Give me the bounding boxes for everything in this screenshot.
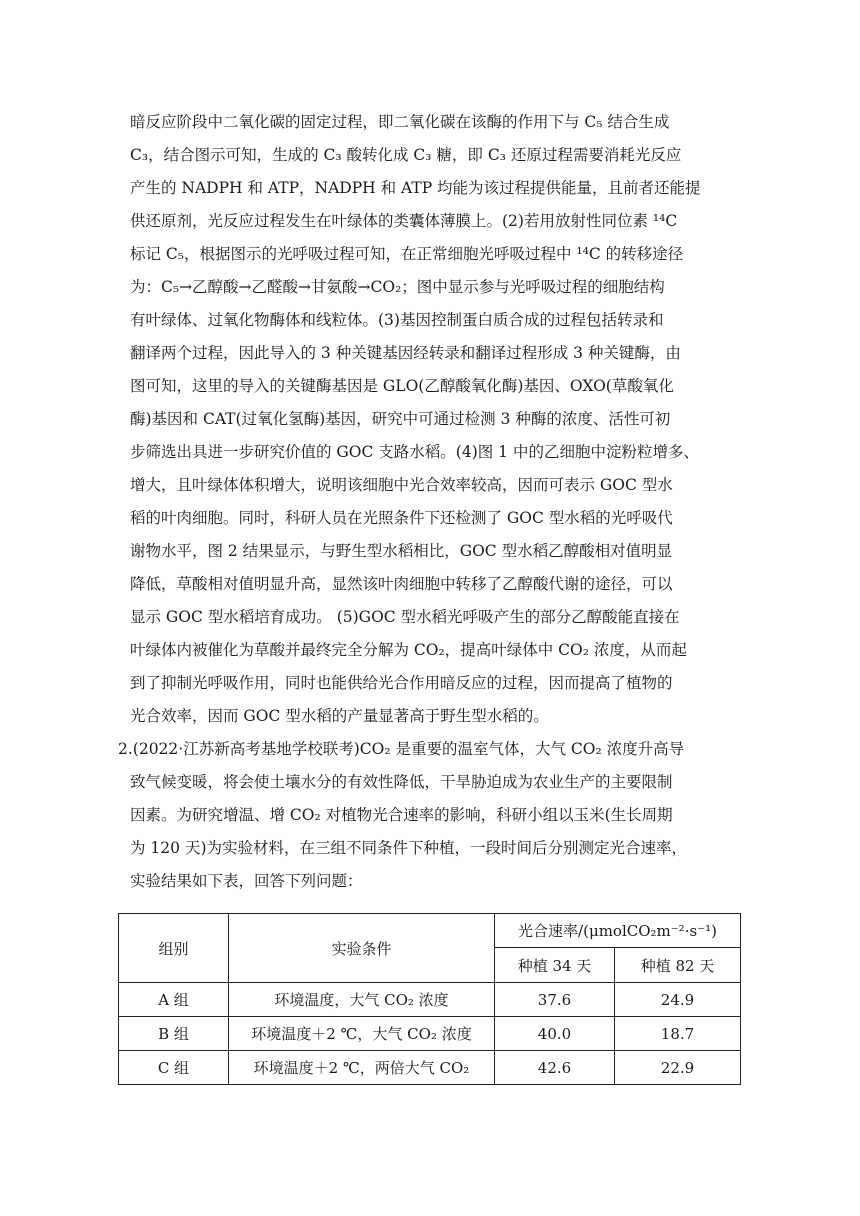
cell-condition: 环境温度，大气 CO₂ 浓度 <box>229 983 495 1017</box>
table-row <box>119 1017 741 1051</box>
cell-day82: 18.7 <box>615 1017 741 1051</box>
cell-day34: 37.6 <box>495 983 615 1017</box>
header-day34: 种植 34 天 <box>495 948 615 983</box>
cell-group: A 组 <box>119 983 229 1017</box>
cell-group: C 组 <box>119 1051 229 1085</box>
text-line: 稻的叶肉细胞。同时，科研人员在光照条件下还检测了 GOC 型水稻的光呼吸代 <box>130 509 673 527</box>
cell-condition: 环境温度＋2 ℃，两倍大气 CO₂ <box>229 1051 495 1085</box>
text-line: 产生的 NADPH 和 ATP，NADPH 和 ATP 均能为该过程提供能量，且前者还能提 <box>130 179 701 197</box>
text-line: 显示 GOC 型水稻培育成功。 (5)GOC 型水稻光呼吸产生的部分乙醇酸能直接在 <box>130 608 680 626</box>
text-line: 供还原剂，光反应过程发生在叶绿体的类囊体薄膜上。(2)若用放射性同位素 ¹⁴C <box>130 212 678 230</box>
text-line: 谢物水平，图 2 结果显示，与野生型水稻相比，GOC 型水稻乙醇酸相对值明显 <box>130 542 673 560</box>
question-line: 实验结果如下表，回答下列问题： <box>130 872 363 890</box>
text-line: 降低，草酸相对值明显升高，显然该叶肉细胞中转移了乙醇酸代谢的途径，可以 <box>130 575 673 593</box>
text-line: 叶绿体内被催化为草酸并最终完全分解为 CO₂，提高叶绿体中 CO₂ 浓度，从而起 <box>130 641 687 659</box>
text-line: C₃，结合图示可知，生成的 C₃ 酸转化成 C₃ 糖，即 C₃ 还原过程需要消耗光反应 <box>130 146 682 164</box>
question-line: 因素。为研究增温、增 CO₂ 对植物光合速率的影响，科研小组以玉米(生长周期 <box>130 806 673 824</box>
text-line: 暗反应阶段中二氧化碳的固定过程，即二氧化碳在该酶的作用下与 C₅ 结合生成 <box>130 113 670 131</box>
cell-condition: 环境温度＋2 ℃，大气 CO₂ 浓度 <box>229 1017 495 1051</box>
text-line: 光合效率，因而 GOC 型水稻的产量显著高于野生型水稻的。 <box>130 707 549 725</box>
results-table <box>118 913 741 1085</box>
text-line: 为：C₅→乙醇酸→乙醛酸→甘氨酸→CO₂；图中显示参与光呼吸过程的细胞结构 <box>130 278 665 296</box>
header-day82: 种植 82 天 <box>615 948 741 983</box>
table-row <box>119 1051 741 1085</box>
header-group: 组别 <box>119 914 229 983</box>
text-line: 增大，且叶绿体体积增大，说明该细胞中光合效率较高，因而可表示 GOC 型水 <box>130 476 673 494</box>
text-line: 翻译两个过程，因此导入的 3 种关键基因经转录和翻译过程形成 3 种关键酶，由 <box>130 344 681 362</box>
question-line: 2.(2022·江苏新高考基地学校联考)CO₂ 是重要的温室气体，大气 CO₂ 浓度升高导 <box>118 740 685 758</box>
cell-day82: 22.9 <box>615 1051 741 1085</box>
table-header-row <box>119 914 741 948</box>
text-line: 到了抑制光呼吸作用，同时也能供给光合作用暗反应的过程，因而提高了植物的 <box>130 674 673 692</box>
question-line: 为 120 天)为实验材料，在三组不同条件下种植，一段时间后分别测定光合速率， <box>130 839 687 857</box>
cell-group: B 组 <box>119 1017 229 1051</box>
question-line: 致气候变暖，将会使土壤水分的有效性降低，干旱胁迫成为农业生产的主要限制 <box>130 773 673 791</box>
text-line: 有叶绿体、过氧化物酶体和线粒体。(3)基因控制蛋白质合成的过程包括转录和 <box>130 311 664 329</box>
text-line: 酶)基因和 CAT(过氧化氢酶)基因，研究中可通过检测 3 种酶的浓度、活性可初 <box>130 410 671 428</box>
header-condition: 实验条件 <box>229 914 495 983</box>
text-line: 标记 C₅，根据图示的光呼吸过程可知，在正常细胞光呼吸过程中 ¹⁴C 的转移途径 <box>130 245 684 263</box>
cell-day82: 24.9 <box>615 983 741 1017</box>
cell-day34: 40.0 <box>495 1017 615 1051</box>
header-rate: 光合速率/(μmolCO₂m⁻²·s⁻¹) <box>495 914 741 948</box>
text-line: 步筛选出具进一步研究价值的 GOC 支路水稻。(4)图 1 中的乙细胞中淀粉粒增多、 <box>130 443 699 461</box>
table-row <box>119 983 741 1017</box>
text-line: 图可知，这里的导入的关键酶基因是 GLO(乙醇酸氧化酶)基因、OXO(草酸氧化 <box>130 377 674 395</box>
cell-day34: 42.6 <box>495 1051 615 1085</box>
